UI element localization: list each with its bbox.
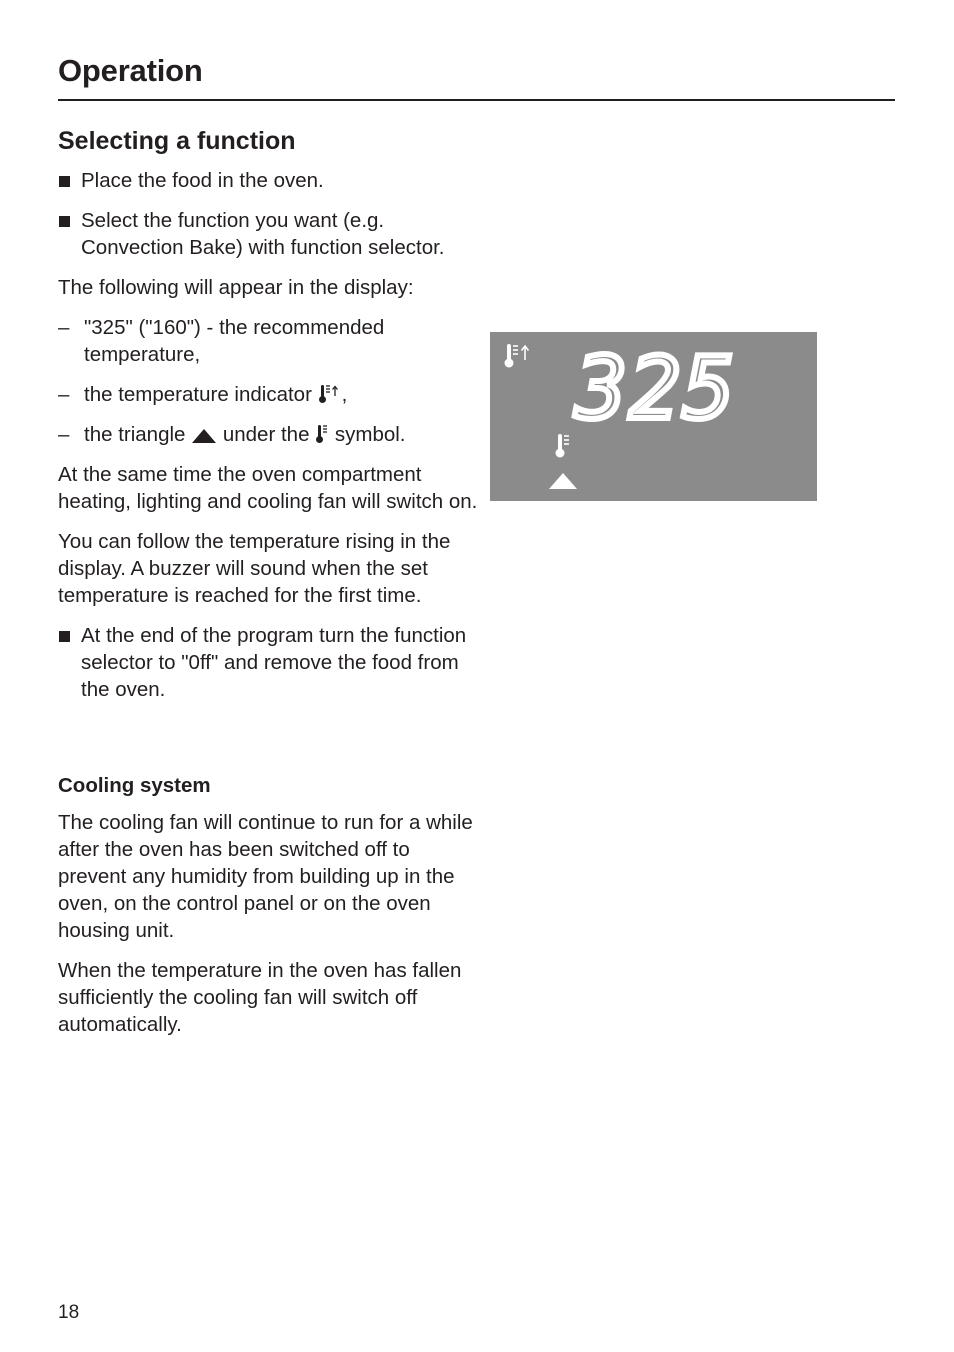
bullet-text: Select the function you want (e.g. Convection Bake) with function selector.: [81, 209, 445, 259]
bullet-text: At the end of the program turn the function selector to "0ff" and remove the food from the oven.: [81, 624, 467, 701]
bullet-item: [58, 622, 478, 703]
dash-text: under the: [222, 423, 310, 446]
page-number: 18: [58, 1302, 80, 1323]
square-bullet-icon: [59, 176, 70, 187]
dash-text: symbol.: [334, 423, 406, 446]
triangle-up-icon: [191, 428, 217, 444]
dash-marker: –: [58, 316, 70, 339]
oven-display-graphic: [490, 332, 817, 501]
bullet-item: [58, 167, 478, 194]
dash-text: "325" ("160") - the recommended temperature,: [84, 316, 385, 366]
dash-item: [58, 421, 478, 448]
page-header: [58, 52, 895, 101]
bullet-item: [58, 207, 478, 261]
section-spacer: [58, 716, 478, 772]
dash-item: [58, 314, 478, 368]
dash-text: the temperature indicator: [84, 383, 312, 406]
paragraph: When the temperature in the oven has fallen sufficiently the cooling fan will switch off automatically.: [58, 959, 462, 1036]
dash-text: the triangle: [84, 423, 186, 446]
triangle-up-icon: [549, 473, 577, 489]
section-heading-cooling: Cooling system: [58, 774, 211, 797]
paragraph: You can follow the temperature rising in the display. A buzzer will sound when the set temperature is reached for the first time.: [58, 530, 451, 607]
intro-paragraph: The following will appear in the display:: [58, 276, 414, 299]
dash-suffix: ,: [341, 383, 348, 406]
dash-marker: –: [58, 423, 70, 446]
thermometer-rising-icon: [505, 344, 529, 368]
bullet-text: Place the food in the oven.: [81, 169, 324, 192]
section-heading-selecting: Selecting a function: [58, 127, 296, 155]
square-bullet-icon: [59, 631, 70, 642]
page-title: Operation: [58, 53, 203, 88]
thermometer-rising-icon: [318, 384, 342, 404]
paragraph: At the same time the oven compartment heating, lighting and cooling fan will switch on.: [58, 463, 478, 513]
thermometer-icon: [315, 424, 329, 444]
thermometer-icon: [556, 434, 570, 458]
paragraph: The cooling fan will continue to run for a while after the oven has been switched off to prevent any humidity from building up in the oven, on the control panel or on the oven housing unit.: [58, 811, 473, 942]
display-temperature-value: 325: [575, 339, 737, 439]
square-bullet-icon: [59, 216, 70, 227]
oven-display-panel: [490, 332, 817, 501]
dash-item: [58, 381, 478, 408]
main-column: [58, 124, 478, 1051]
dash-marker: –: [58, 383, 70, 406]
